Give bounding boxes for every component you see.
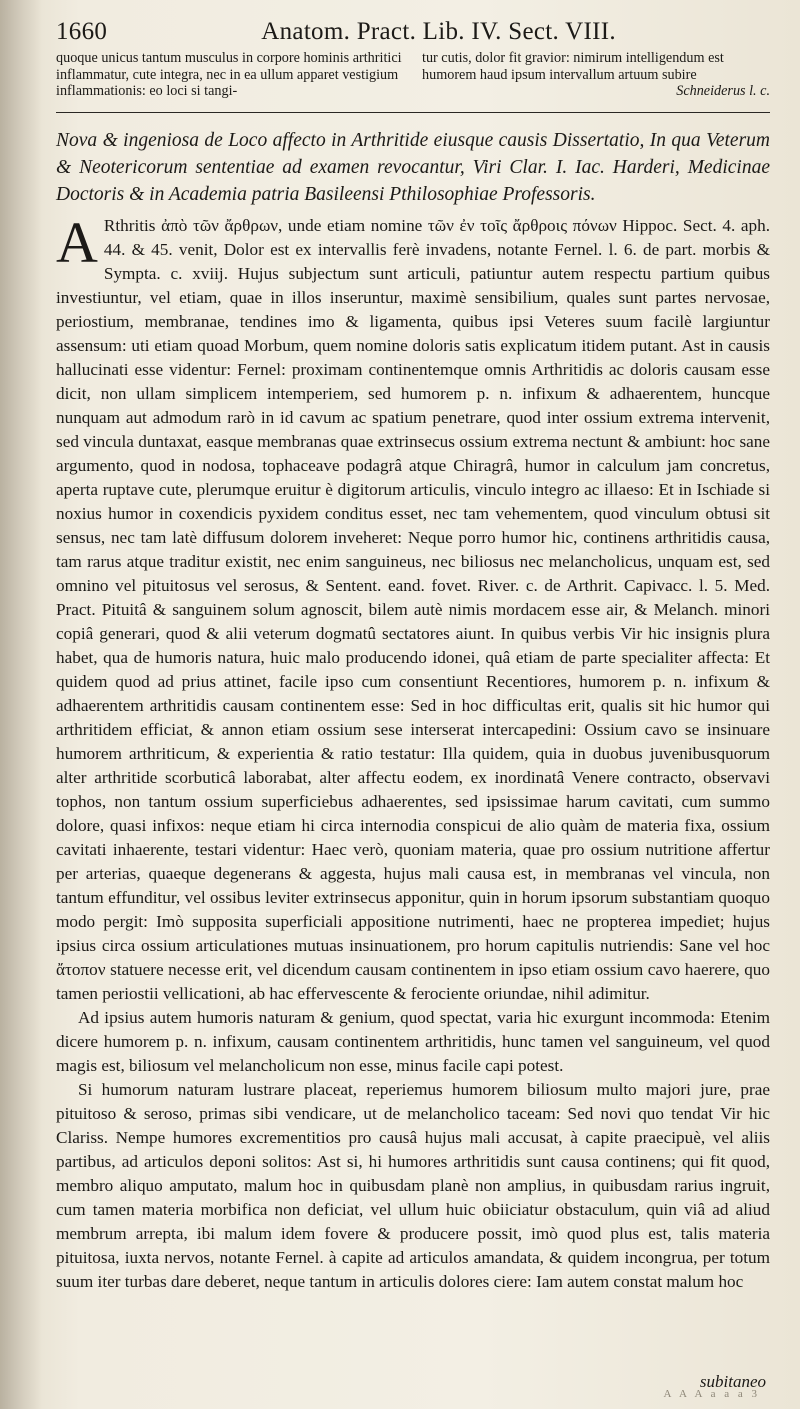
right-column-citation: Schneiderus l. c. xyxy=(676,83,770,99)
left-column xyxy=(56,50,404,100)
paragraph-2: Ad ipsius autem humoris naturam & genium, quod spectat, varia hic exurgunt incommoda: Etenim dicere humorem p. n. infixum, causam continentem arthritidis, hunc tamen vel sanguineum, vel quod magis est, biliosum vel melancholicum non esse, minus facile capi potest. xyxy=(56,1007,770,1075)
paragraph-1-text: Rthritis ἀπὸ τῶν ἄρθρων, unde etiam nomine τῶν ἐν τοῖς ἄρθροις πόνων Hippoc. Sect. 4. aph. 44. & 45. venit, Dolor est ex intervallis ferè invadens, notante Fernel. l. 6. de part. morbis & Sympta. c. xviij. Hujus subjectum sunt articuli, patiuntur autem respectu partium quibus investiuntur, vel etiam, quae in illos inseruntur, maximè sensibilium, quales sunt partes nervosae, periostium, membranae, tendines imo & ligamenta, quibus ipsi Veteres suum facilè largiuntur assensum: uti etiam quoad Morbum, quem nomine doloris satis explicatum itidem putant. Ast in causis hallucinati esse videntur: Fernel: proximam continentemque omnis Arthritidis ac doloris causam esse dicit, non ullam simplicem intemperiem, sed humorem p. n. infixum & adhaerentem, huncque nunquam aut admodum rarò in id cavum ac spatium penetrare, quod inter ossium extrema intervenit, sed vincula duntaxat, easque membranas quae extrinsecus ossium extrema nectunt & ambiunt: hoc sane argumento, quod in nodosa, tophaceave podagrâ atque Chiragrâ, humor in calculum jam concretus, aperta ruptave cute, plerumque eruitur è digitorum articulis, vinculo integro ac illaeso: Et in Ischiade si noxius humor in coxendicis pyxidem conditus esset, nec tam vehementem, quod vinculum obtusi sit sensus, nec tam latè diffusum dolorem inveheret: Neque porro humor hic, continens arthritidis causa, tam rarus atque traditur existit, nec enim sanguineus, nec biliosus nec melancholicus, unquam est, sed omnino vel pituitosus vel serosus, & Sentent. eand. fovet. River. c. de Arthrit. Capivacc. l. 5. Med. Pract. Pituitâ & sanguinem solum agnoscit, bilem autè nimis mordacem esse air, & Melanch. minori copiâ generari, quod & alii veterum dogmatû sectatores aiunt. In quibus verbis Vir hic insignis plura habet, qua de humoris natura, huic malo producendo idonei, quâ etiam de parte specialiter affecta: Et quidem quod ad prius attinet, facile ipso cum consentiunt Recentiores, humorem p. n. infixum & adhaerentem arthritidis causam continentem esse: Sed in hoc difficultas erit, qualis sit hic humor qui arthritidem efficiat, & annon etiam ossium sese interserat intercapedini: Ossium cavo se insinuare humorem arthriticum, & experientia & ratio testatur: Illa quidem, quia in duobus juvenibusquorum alter arthritide scorbuticâ laborabat, alter affectu eodem, ex inordinatâ Venere contracto, observavi tophos, non tantum ossium superficiebus adhaerentes, sed ipsissimae harum cavitati, cum summo dolore, quasi infixos: neque etiam hi circa internodia conspicui de alio quàm de materia fixa, ossium cavitati inhaerente, testari videntur: Haec verò, quoniam materia, quae pro ossium nutritione affertur per arterias, quaeque degenerans & aggesta, hujus mali causa est, in membranas vel vincula, non tantum effunditur, vel ossibus leviter extrinsecus apponitur, quin in horum ipsorum substantiam quoquo modo pergit: Imò supposita superficiali appositione nutrimenti, haec ne propterea impediet; hujus ipsius circa ossium articulationes mutuas insinuationem, pro horum capitulis nutriendis: Sane vel hoc ἄτοπον statuere necesse erit, vel dicendum causam continentem in ipso etiam ossium cavo haerere, quo tamen periostii vellicationi, ab hac effervescente & ferociente oriundae, nihil adimitur. xyxy=(56,215,770,1003)
main-body-text xyxy=(56,209,770,1294)
dissertation-title: Nova & ingeniosa de Loco affecto in Arthritide eiusque causis Dissertatio, In qua Veterum & Neotericorum sententiae ad examen revocantur, Viri Clar. I. Iac. Harderi, Medicinae Doctoris & in Academia patria Basileensi Pthilosophiae Professoris. xyxy=(56,129,770,205)
running-title: Anatom. Pract. Lib. IV. Sect. VIII. xyxy=(261,18,616,45)
signature-mark: A A A a a a 3 xyxy=(663,1388,760,1400)
top-two-column-text xyxy=(56,50,770,100)
paragraph-1 xyxy=(56,209,770,1006)
page-number: 1660 xyxy=(56,18,108,45)
page-gutter-shadow xyxy=(0,0,42,1409)
paragraph-3: Si humorum naturam lustrare placeat, reperiemus humorem biliosum multo majori jure, prae pituitoso & seroso, primas sibi vendicare, ut de melancholico taceam: Sed novi quo tendat Vir hic Clariss. Nempe humores excrementitios pro causâ hujus mali accusat, à capite praecipuè, vel aliis partibus, ad articulos deponi solitos: Ast si, hi humores arthritidis sunt causa continens; qui fit quod, membro aliquo amputato, malum hoc in quibusdam planè non amplius, in quibusdam rarius ingruit, cum tamen materia morbifica non deficiat, vel ullum huic obiiciatur obstaculum, quin viâ ad aliud membrum arrepta, ibi malum idem fovere & producere possit, imò quod plus est, talis materia pituitosa, iuxta nervos, notante Fernel. à capite ad articulos amandata, & quidem incongrua, per totum suum iter turbas dare deberet, neque tantum in articulis dolores ciere: Iam autem constat malum hoc xyxy=(56,1079,770,1291)
drop-cap: A xyxy=(56,209,98,275)
catchword: subitaneo xyxy=(699,1372,766,1391)
right-column-text: tur cutis, dolor fit gravior: nimirum intelligendum est humorem haud ipsum intervallum artuum subire xyxy=(422,50,724,83)
running-header xyxy=(56,18,770,46)
section-divider xyxy=(56,112,770,113)
right-column xyxy=(422,50,770,100)
left-column-text: quoque unicus tantum musculus in corpore hominis arthritici inflammatur, cute integra, nec in ea ullum apparet vestigium inflammationis: eo loci si tangi- xyxy=(56,50,402,99)
